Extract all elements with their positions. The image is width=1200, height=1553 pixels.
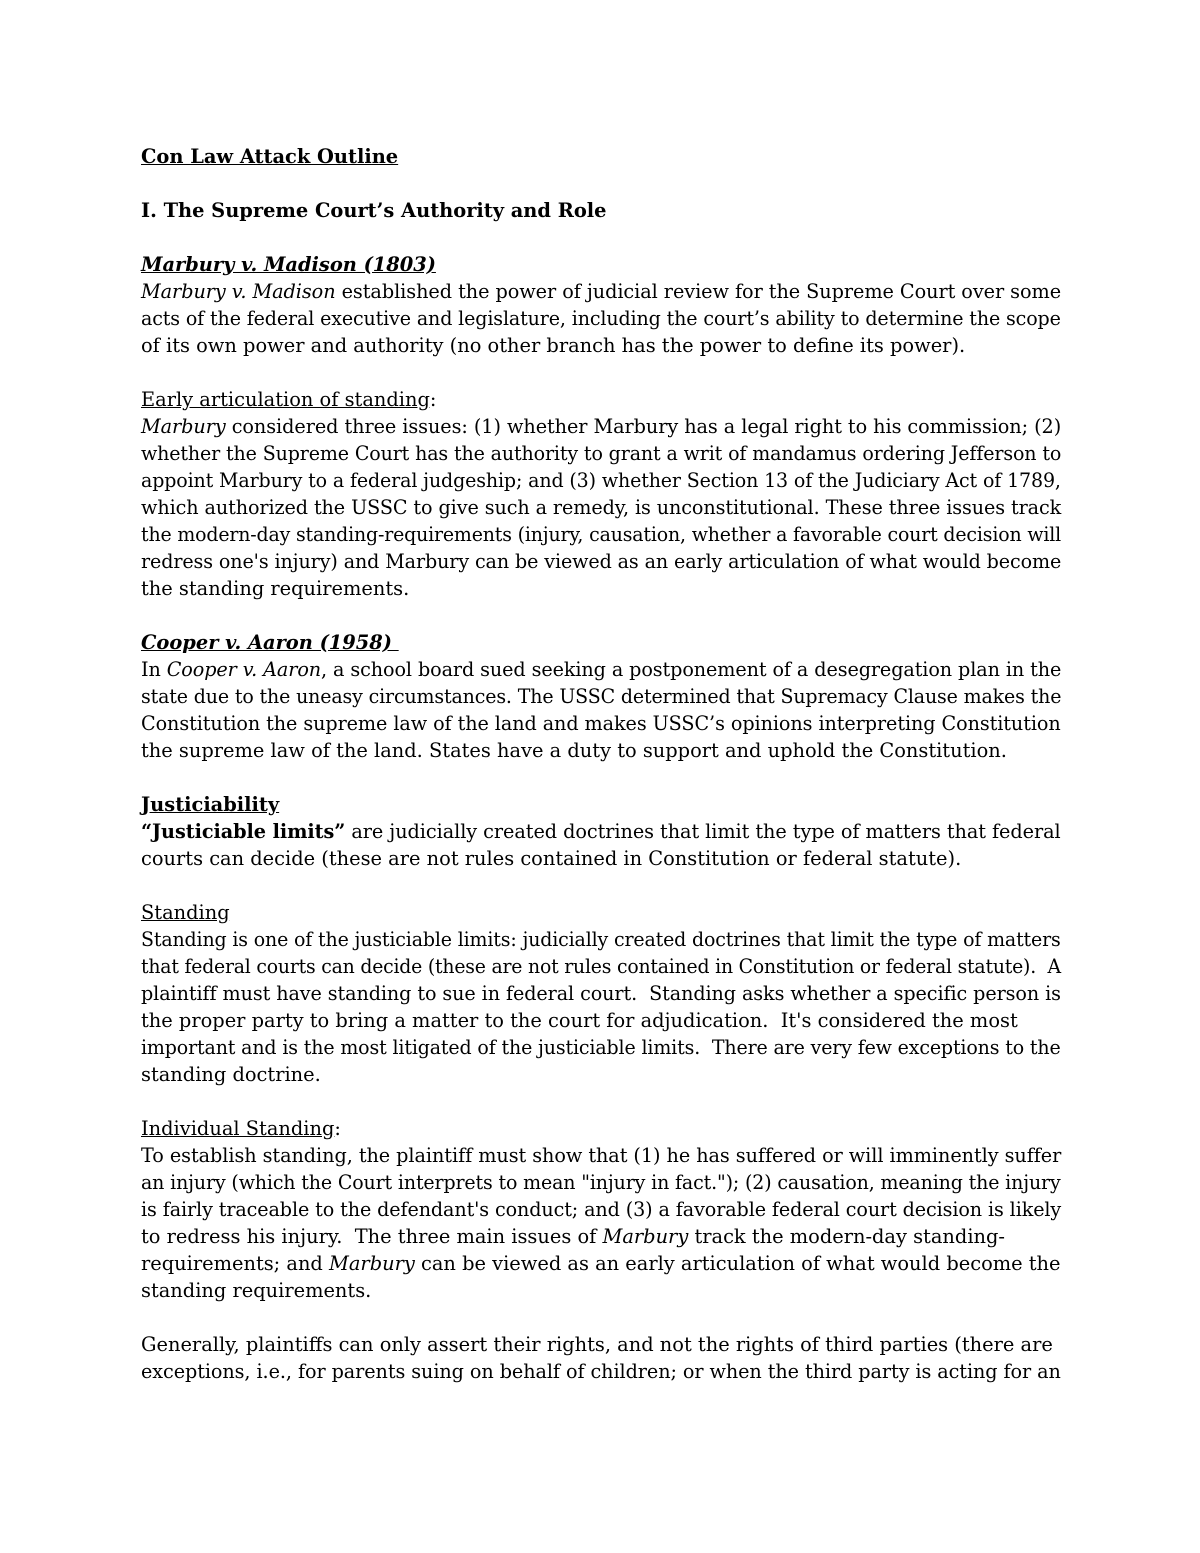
doc-title-line — [141, 143, 1061, 170]
marbury-p1-line-2: acts of the federal executive and legislature, including the court’s ability to determine the scope — [141, 307, 1061, 330]
justiciability-line-1 — [141, 818, 1061, 845]
generally-line-1: Generally, plaintiffs can only assert their rights, and not the rights of third parties (there are — [141, 1333, 1053, 1356]
generally-line-2: exceptions, i.e., for parents suing on behalf of children; or when the third party is acting for an — [141, 1360, 1061, 1383]
marbury-p2-line-3: appoint Marbury to a federal judgeship; and (3) whether Section 13 of the Judiciary Act of 1789, — [141, 469, 1061, 492]
individual-line-2: an injury (which the Court interprets to mean "injury in fact."); (2) causation, meaning the injury — [141, 1171, 1061, 1194]
marbury-p2-line-5: the modern-day standing-requirements (injury, causation, whether a favorable court decision will — [141, 523, 1062, 546]
text-run: , a school board sued seeking a postponement of a desegregation plan in the — [321, 658, 1062, 681]
text-run: track the modern-day standing- — [688, 1225, 1005, 1248]
case-heading-cooper: Cooper v. Aaron (1958) — [141, 631, 399, 654]
document-page — [141, 143, 1061, 1385]
individual-line-3: is fairly traceable to the defendant's conduct; and (3) a favorable federal court decision is likely — [141, 1198, 1062, 1221]
individual-line-6: standing requirements. — [141, 1279, 372, 1302]
cooper-line-1 — [141, 656, 1062, 683]
standing-line-6: standing doctrine. — [141, 1063, 321, 1086]
heading-colon: : — [429, 388, 437, 411]
individual-standing-heading-line — [141, 1115, 1061, 1142]
justiciability-line-2: courts can decide (these are not rules contained in Constitution or federal statute). — [141, 847, 962, 870]
justiciability-heading-line — [141, 791, 1061, 818]
defined-term: “Justiciable limits” — [141, 820, 346, 843]
section-heading-line — [141, 197, 1061, 224]
justiciability-heading: Justiciability — [141, 793, 280, 816]
cooper-line-3: Constitution the supreme law of the land and makes USSC’s opinions interpreting Constitution — [141, 712, 1061, 735]
section-heading: I. The Supreme Court’s Authority and Role — [141, 199, 607, 222]
marbury-p2-line-2: whether the Supreme Court has the authority to grant a writ of mandamus ordering Jefferson to — [141, 442, 1062, 465]
standing-heading: Standing — [141, 901, 230, 924]
marbury-p2-line-4: which authorized the USSC to give such a remedy, is unconstitutional. These three issues track — [141, 496, 1062, 519]
case-name: Cooper v. Aaron — [166, 658, 322, 681]
text-run: to redress his injury. The three main issues of — [141, 1225, 603, 1248]
marbury-p2-line-1 — [141, 413, 1062, 440]
cooper-heading-line — [141, 629, 1061, 656]
marbury-heading-line — [141, 251, 1061, 278]
individual-line-4 — [141, 1223, 1061, 1250]
case-heading-marbury: Marbury v. Madison (1803) — [141, 253, 436, 276]
doc-title: Con Law Attack Outline — [141, 145, 399, 168]
case-name: Marbury — [329, 1252, 415, 1275]
standing-line-3: plaintiff must have standing to sue in federal court. Standing asks whether a specific person is — [141, 982, 1061, 1005]
text-run: In — [141, 658, 167, 681]
standing-heading-line — [141, 899, 1061, 926]
text-run: established the power of judicial review for the Supreme Court over some — [335, 280, 1062, 303]
individual-line-1: To establish standing, the plaintiff must show that (1) he has suffered or will imminently suffer — [141, 1144, 1062, 1167]
heading-colon: : — [334, 1117, 341, 1140]
cooper-line-4: the supreme law of the land. States have a duty to support and uphold the Constitution. — [141, 739, 1007, 762]
cooper-line-2: state due to the uneasy circumstances. The USSC determined that Supremacy Clause makes the — [141, 685, 1062, 708]
standing-line-5: important and is the most litigated of the justiciable limits. There are very few exceptions to the — [141, 1036, 1061, 1059]
marbury-p1-line-3: of its own power and authority (no other branch has the power to define its power). — [141, 334, 966, 357]
early-standing-heading-line — [141, 386, 1061, 413]
early-standing-heading: Early articulation of standing — [141, 388, 430, 411]
case-name: Marbury — [141, 415, 226, 438]
marbury-p2-line-6: redress one's injury) and Marbury can be viewed as an early articulation of what would become — [141, 550, 1062, 573]
individual-standing-heading: Individual Standing — [141, 1117, 335, 1140]
individual-line-5 — [141, 1250, 1061, 1277]
case-name: Marbury — [602, 1225, 689, 1248]
marbury-p1-line-1 — [141, 278, 1062, 305]
standing-line-4: the proper party to bring a matter to the court for adjudication. It's considered the most — [141, 1009, 1018, 1032]
marbury-p2-line-7: the standing requirements. — [141, 577, 410, 600]
text-run: can be viewed as an early articulation of what would become the — [414, 1252, 1061, 1275]
standing-line-2: that federal courts can decide (these are not rules contained in Constitution or federal statute). A — [141, 955, 1061, 978]
standing-line-1: Standing is one of the justiciable limits: judicially created doctrines that limit the type of matters — [141, 928, 1061, 951]
text-run: are judicially created doctrines that limit the type of matters that federal — [345, 820, 1061, 843]
case-name: Marbury v. Madison — [141, 280, 336, 303]
text-run: requirements; and — [141, 1252, 330, 1275]
text-run: considered three issues: (1) whether Marbury has a legal right to his commission; (2) — [225, 415, 1062, 438]
